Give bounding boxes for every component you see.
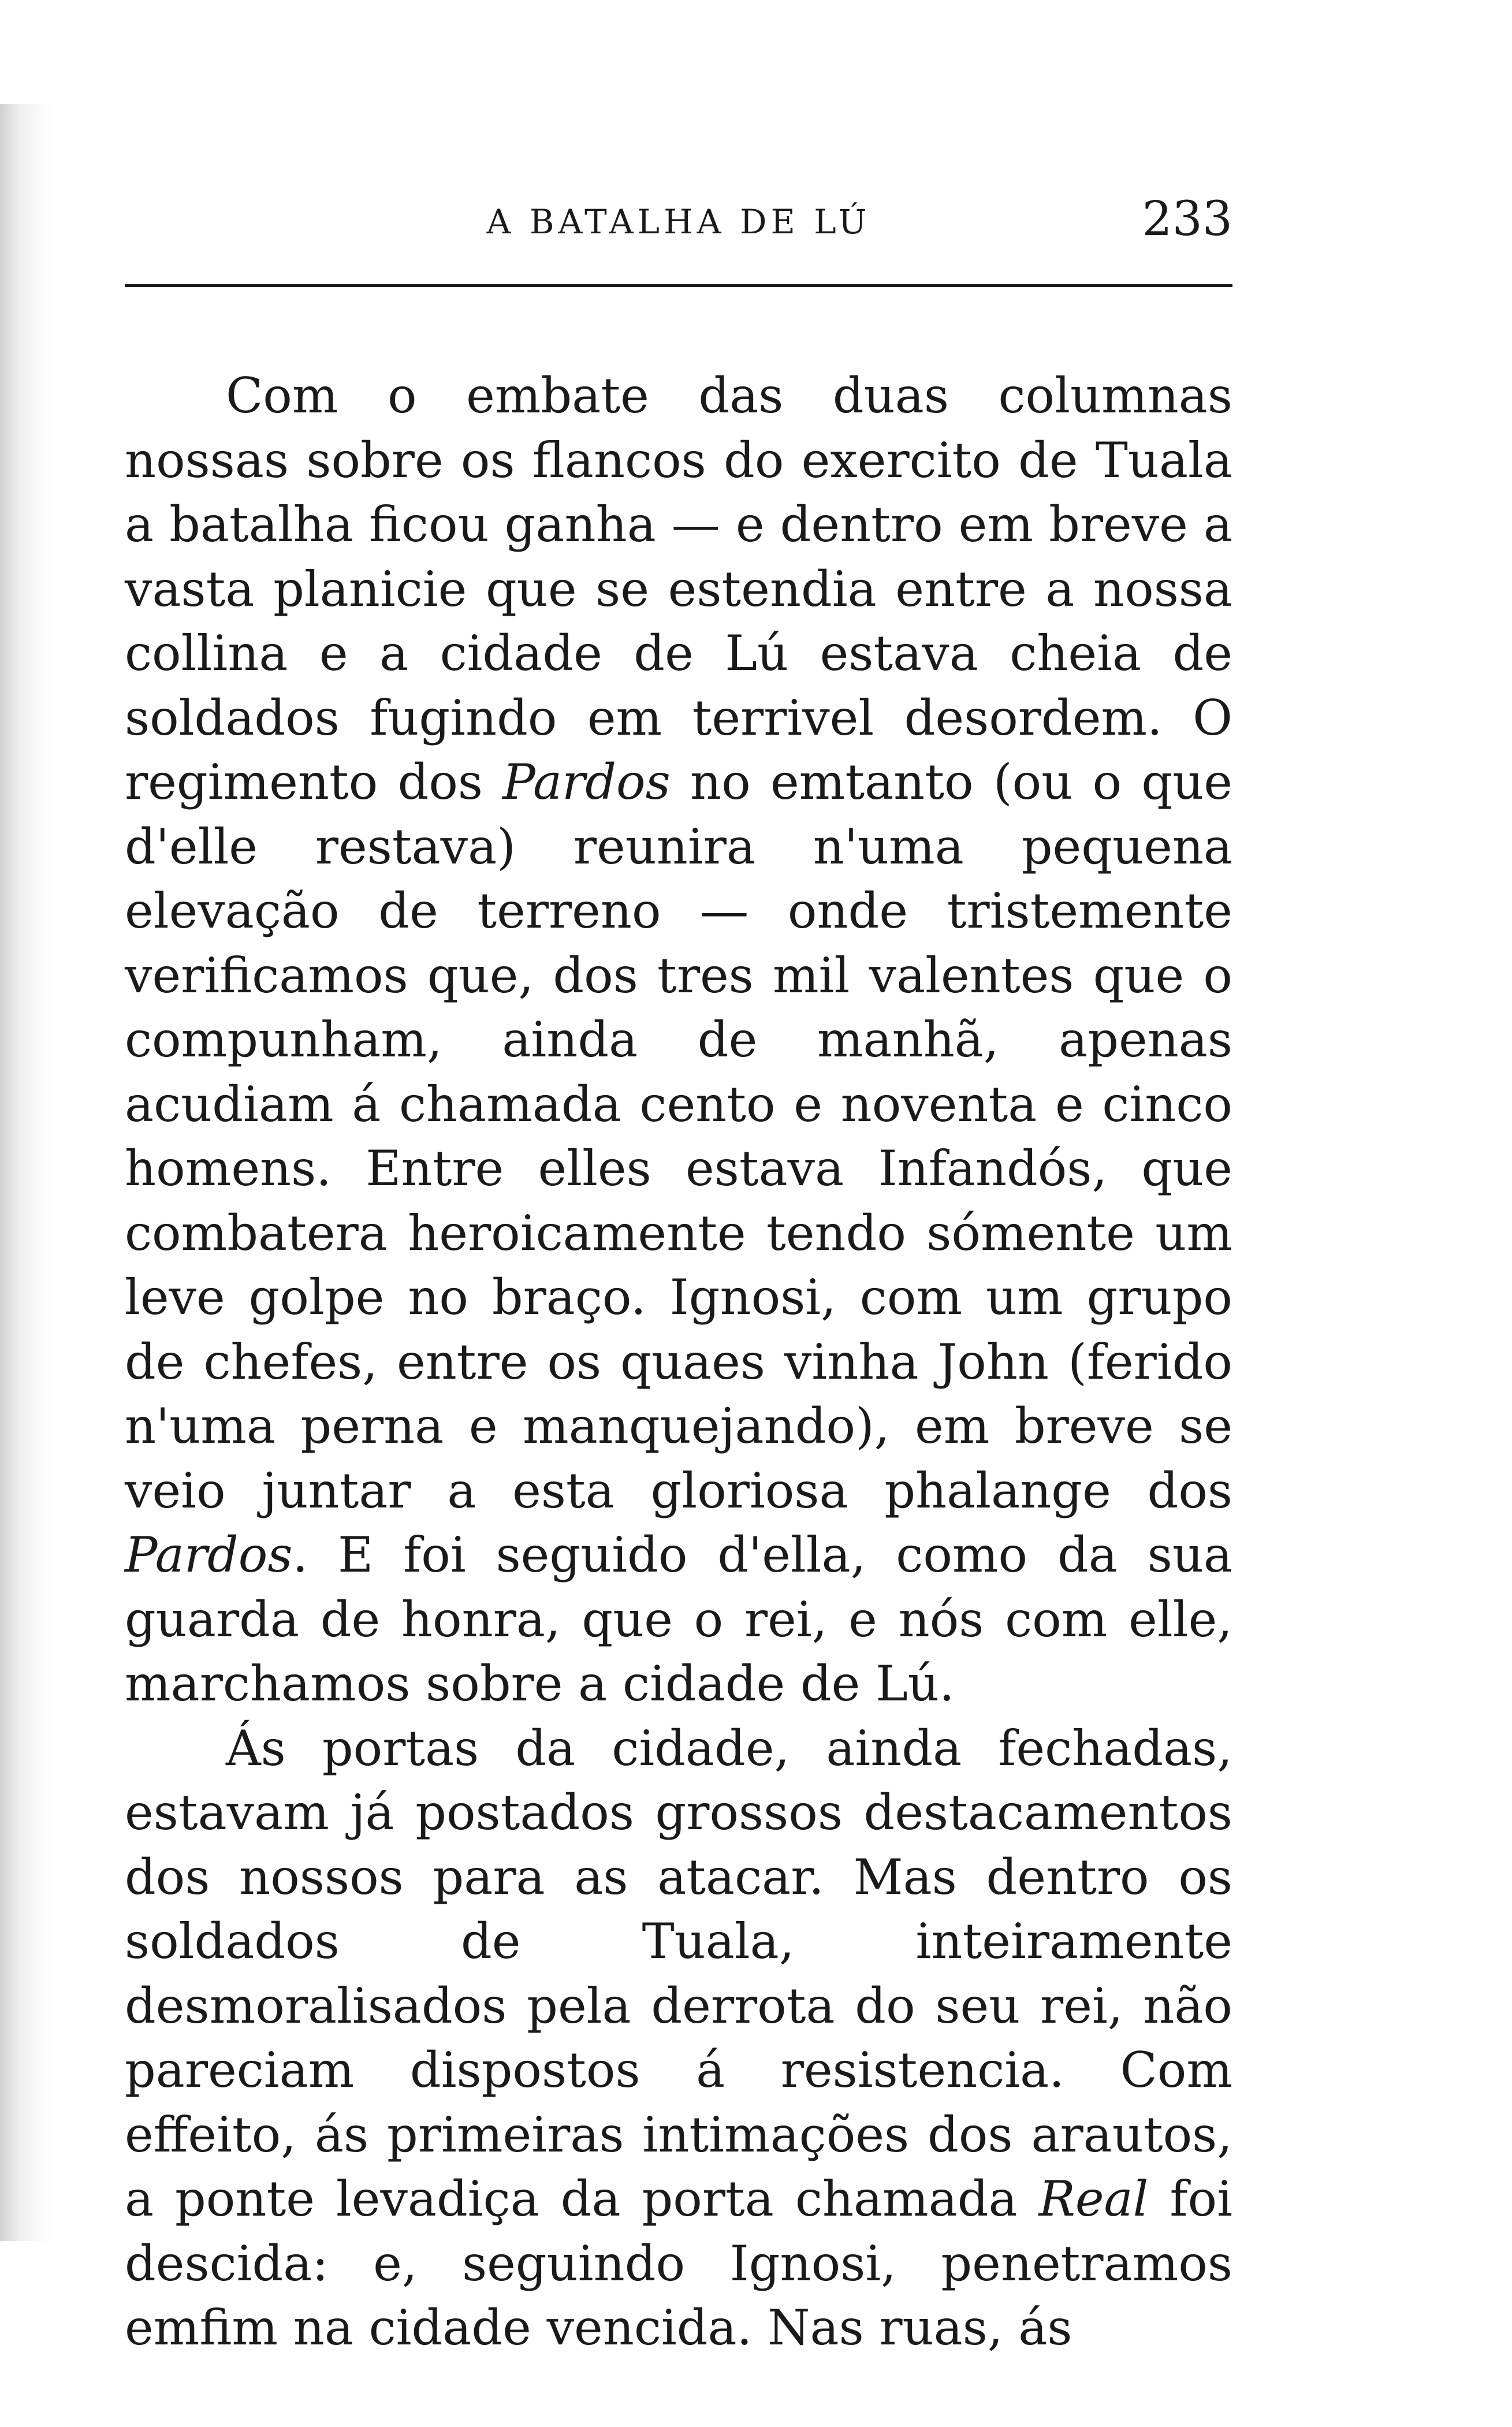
paragraph-2-italic-real: Real (1038, 2171, 1149, 2227)
paragraph-1-part-1: Com o embate das duas columnas nossas sobre os flancos do exercito de Tuala a batalha ficou ganha — e dentro em breve a vasta planicie que se estendia entre a nossa collina e a cidade de Lú estava cheia de soldados fugindo em terrivel desordem. O regimento dos (125, 367, 1232, 810)
paragraph-2 (125, 1717, 1232, 2361)
page-number: 233 (1142, 192, 1232, 247)
page-header (125, 173, 1232, 247)
paragraph-1-part-3: . E foi seguido d'ella, como da sua guarda de honra, que o rei, e nós com elle, marchamos sobre a cidade de Lú. (125, 1527, 1232, 1712)
paragraph-1-italic-pardos-1: Pardos (502, 754, 671, 810)
header-rule (125, 284, 1232, 287)
paragraph-2-part-2: foi descida: e, seguindo Ignosi, penetramos emfim na cidade vencida. Nas ruas, ás (125, 2171, 1232, 2356)
paragraph-1-italic-pardos-2: Pardos (125, 1527, 293, 1583)
scan-shadow-edge (0, 104, 52, 2241)
paragraph-2-part-1: Ás portas da cidade, ainda fechadas, estavam já postados grossos destacamentos dos nossos para as atacar. Mas dentro os soldados de Tuala, inteiramente desmoralisados pela derrota do seu rei, não pareciam dispostos á resistencia. Com effeito, ás primeiras intimações dos arautos, a ponte levadiça da porta chamada (125, 1719, 1232, 2227)
paragraph-1 (125, 364, 1232, 1717)
book-page (125, 173, 1232, 2356)
running-title: A BATALHA DE LÚ (486, 202, 871, 241)
paragraph-1-part-2: no emtanto (ou o que d'elle restava) reunira n'uma pequena elevação de terreno — onde tristemente verificamos que, dos tres mil valentes que o compunham, ainda de manhã, apenas acudiam á chamada cento e noventa e cinco homens. Entre elles estava Infandós, que combatera heroicamente tendo sómente um leve golpe no braço. Ignosi, com um grupo de chefes, entre os quaes vinha John (ferido n'uma perna e manquejando), em breve se veio juntar a esta gloriosa phalange dos (125, 754, 1232, 1519)
body-text (125, 364, 1232, 2361)
